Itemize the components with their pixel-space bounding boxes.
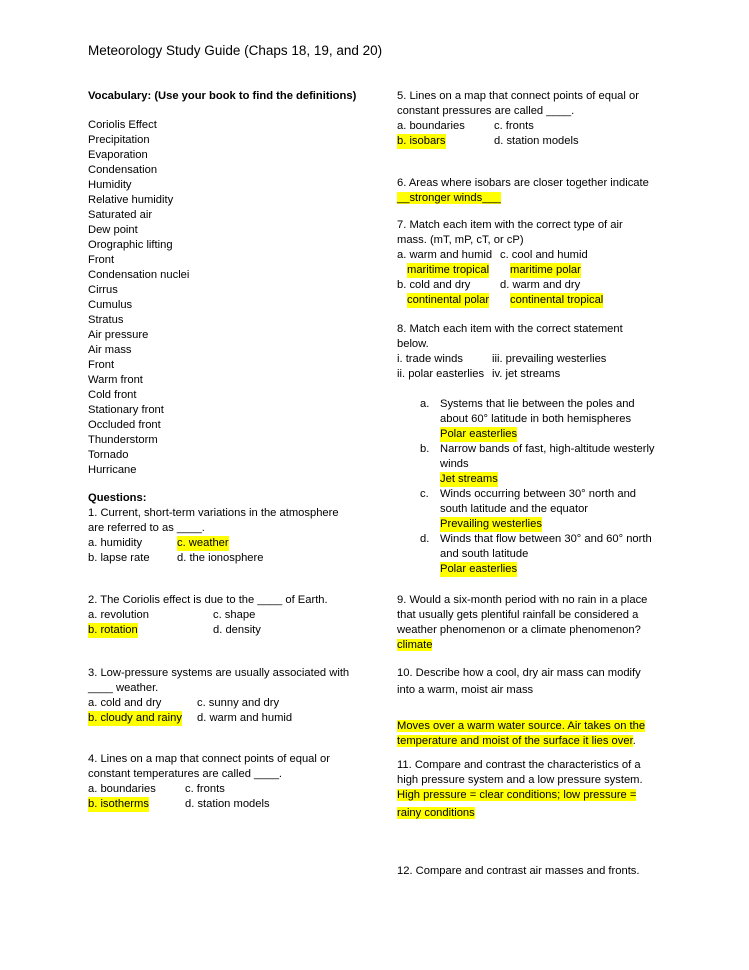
question-10-answer-end: . bbox=[632, 735, 636, 747]
vocab-term: Orographic lifting bbox=[88, 239, 173, 251]
option-b-answer: b. isobars bbox=[397, 135, 446, 147]
option-a: a. boundaries bbox=[88, 783, 156, 795]
vocab-term: Tornado bbox=[88, 449, 129, 461]
option-c: c. shape bbox=[213, 609, 256, 621]
vocab-term: Air pressure bbox=[88, 329, 149, 341]
vocab-term: Stationary front bbox=[88, 404, 164, 416]
item-text: and south latitude bbox=[440, 548, 529, 560]
question-8-text: 8. Match each item with the correct statement bbox=[397, 323, 623, 335]
question-10-text: into a warm, moist air mass bbox=[397, 684, 534, 696]
vocab-term: Front bbox=[88, 254, 115, 266]
vocab-term: Front bbox=[88, 359, 115, 371]
question-8 bbox=[397, 322, 697, 582]
option-a: a. revolution bbox=[88, 609, 149, 621]
option-c: c. sunny and dry bbox=[197, 697, 280, 709]
item-letter: a. bbox=[420, 398, 430, 410]
item-answer: Jet streams bbox=[440, 473, 498, 485]
question-9-text: 9. Would a six-month period with no rain in a place bbox=[397, 594, 648, 606]
vocab-term: Stratus bbox=[88, 314, 124, 326]
vocab-term: Condensation nuclei bbox=[88, 269, 190, 281]
question-7 bbox=[397, 218, 697, 308]
question-9-text: weather phenomenon or a climate phenomenon? bbox=[397, 624, 641, 636]
vocab-term: Air mass bbox=[88, 344, 132, 356]
question-10-text: 10. Describe how a cool, dry air mass can modify bbox=[397, 667, 641, 679]
option-c: c. fronts bbox=[185, 783, 225, 795]
question-5-text: constant pressures are called ____. bbox=[397, 105, 575, 117]
question-4-text: constant temperatures are called ____. bbox=[88, 768, 283, 780]
question-6-answer: __stronger winds___ bbox=[397, 192, 501, 204]
option-d: d. the ionosphere bbox=[177, 552, 264, 564]
question-7-text: mass. (mT, mP, cT, or cP) bbox=[397, 234, 524, 246]
item-text: Winds occurring between 30° north and bbox=[440, 488, 637, 500]
option-b: b. lapse rate bbox=[88, 552, 150, 564]
question-6-text: 6. Areas where isobars are closer together indicate bbox=[397, 177, 649, 189]
question-11 bbox=[397, 758, 697, 822]
question-10 bbox=[397, 666, 697, 746]
item-answer: Polar easterlies bbox=[440, 563, 518, 575]
vocab-term: Thunderstorm bbox=[88, 434, 158, 446]
option-b-answer: b. isotherms bbox=[88, 798, 149, 810]
vocab-term: Occluded front bbox=[88, 419, 161, 431]
item-text: Systems that lie between the poles and bbox=[440, 398, 635, 410]
question-6 bbox=[397, 176, 687, 206]
option-a: a. cold and dry bbox=[88, 697, 162, 709]
question-3-text: 3. Low-pressure systems are usually associated with bbox=[88, 667, 350, 679]
option-d: d. warm and humid bbox=[197, 712, 293, 724]
option-c: c. cool and humid bbox=[500, 249, 588, 261]
question-11-text: high pressure system and a low pressure system. bbox=[397, 774, 643, 786]
question-11-text: 11. Compare and contrast the characteristics of a bbox=[397, 759, 641, 771]
option-b-answer: b. cloudy and rainy bbox=[88, 712, 182, 724]
item-answer: Prevailing westerlies bbox=[440, 518, 542, 530]
item-text: Narrow bands of fast, high-altitude westerly bbox=[440, 443, 655, 455]
option-c-answer: c. weather bbox=[177, 537, 229, 549]
choice-i: i. trade winds bbox=[397, 353, 463, 365]
question-1-text: 1. Current, short-term variations in the atmosphere bbox=[88, 507, 339, 519]
option-d-answer: continental tropical bbox=[510, 294, 604, 306]
question-11-answer: rainy conditions bbox=[397, 807, 475, 819]
question-4-text: 4. Lines on a map that connect points of equal or bbox=[88, 753, 330, 765]
option-b-answer: continental polar bbox=[407, 294, 490, 306]
option-b-answer: b. rotation bbox=[88, 624, 138, 636]
question-2-text: 2. The Coriolis effect is due to the ____ of Earth. bbox=[88, 594, 328, 606]
question-5-text: 5. Lines on a map that connect points of equal or bbox=[397, 90, 639, 102]
option-a-answer: maritime tropical bbox=[407, 264, 490, 276]
vocab-heading: Vocabulary: (Use your book to find the definitions) bbox=[88, 90, 357, 102]
vocab-term: Cirrus bbox=[88, 284, 118, 296]
vocab-term: Condensation bbox=[88, 164, 158, 176]
choice-iv: iv. jet streams bbox=[492, 368, 561, 380]
choice-ii: ii. polar easterlies bbox=[397, 368, 485, 380]
question-9-text: that usually gets plentiful rainfall be considered a bbox=[397, 609, 639, 621]
question-9 bbox=[397, 593, 697, 653]
option-c-answer: maritime polar bbox=[510, 264, 581, 276]
question-8-text: below. bbox=[397, 338, 429, 350]
question-12-text: 12. Compare and contrast air masses and fronts. bbox=[397, 865, 640, 877]
question-3 bbox=[88, 666, 378, 726]
question-9-answer: climate bbox=[397, 639, 433, 651]
vocab-term: Humidity bbox=[88, 179, 132, 191]
item-letter: d. bbox=[420, 533, 430, 545]
question-11-answer: High pressure = clear conditions; low pressure = bbox=[397, 789, 637, 801]
option-c: c. fronts bbox=[494, 120, 534, 132]
questions-heading: Questions: bbox=[88, 492, 147, 504]
vocab-term: Evaporation bbox=[88, 149, 148, 161]
item-text: about 60° latitude in both hemispheres bbox=[440, 413, 632, 425]
vocab-term: Relative humidity bbox=[88, 194, 174, 206]
vocab-term: Precipitation bbox=[88, 134, 150, 146]
item-text: Winds that flow between 30° and 60° north bbox=[440, 533, 652, 545]
question-1-text: are referred to as ____. bbox=[88, 522, 205, 534]
question-5 bbox=[397, 89, 687, 149]
item-answer: Polar easterlies bbox=[440, 428, 518, 440]
vocab-term: Warm front bbox=[88, 374, 143, 386]
option-b: b. cold and dry bbox=[397, 279, 471, 291]
item-letter: c. bbox=[420, 488, 429, 500]
vocab-term: Dew point bbox=[88, 224, 138, 236]
question-10-answer: temperature and moist of the surface it lies over bbox=[397, 735, 633, 747]
item-letter: b. bbox=[420, 443, 430, 455]
option-d: d. density bbox=[213, 624, 261, 636]
choice-iii: iii. prevailing westerlies bbox=[492, 353, 607, 365]
vocab-term: Cold front bbox=[88, 389, 137, 401]
question-4 bbox=[88, 752, 378, 812]
vocab-term: Saturated air bbox=[88, 209, 153, 221]
vocab-term: Hurricane bbox=[88, 464, 137, 476]
option-d: d. station models bbox=[185, 798, 270, 810]
question-7-text: 7. Match each item with the correct type of air bbox=[397, 219, 623, 231]
option-d: d. warm and dry bbox=[500, 279, 581, 291]
vocab-term: Cumulus bbox=[88, 299, 133, 311]
option-a: a. humidity bbox=[88, 537, 143, 549]
vocab-list bbox=[88, 118, 189, 478]
option-a: a. warm and humid bbox=[397, 249, 493, 261]
page-title: Meteorology Study Guide (Chaps 18, 19, and 20) bbox=[88, 43, 383, 58]
option-a: a. boundaries bbox=[397, 120, 465, 132]
question-3-text: ____ weather. bbox=[88, 682, 159, 694]
question-2 bbox=[88, 593, 378, 638]
item-text: south latitude and the equator bbox=[440, 503, 589, 515]
question-10-answer: Moves over a warm water source. Air takes on the bbox=[397, 720, 646, 732]
option-d: d. station models bbox=[494, 135, 579, 147]
question-1 bbox=[88, 506, 378, 566]
vocab-term: Coriolis Effect bbox=[88, 119, 157, 131]
item-text: winds bbox=[440, 458, 469, 470]
